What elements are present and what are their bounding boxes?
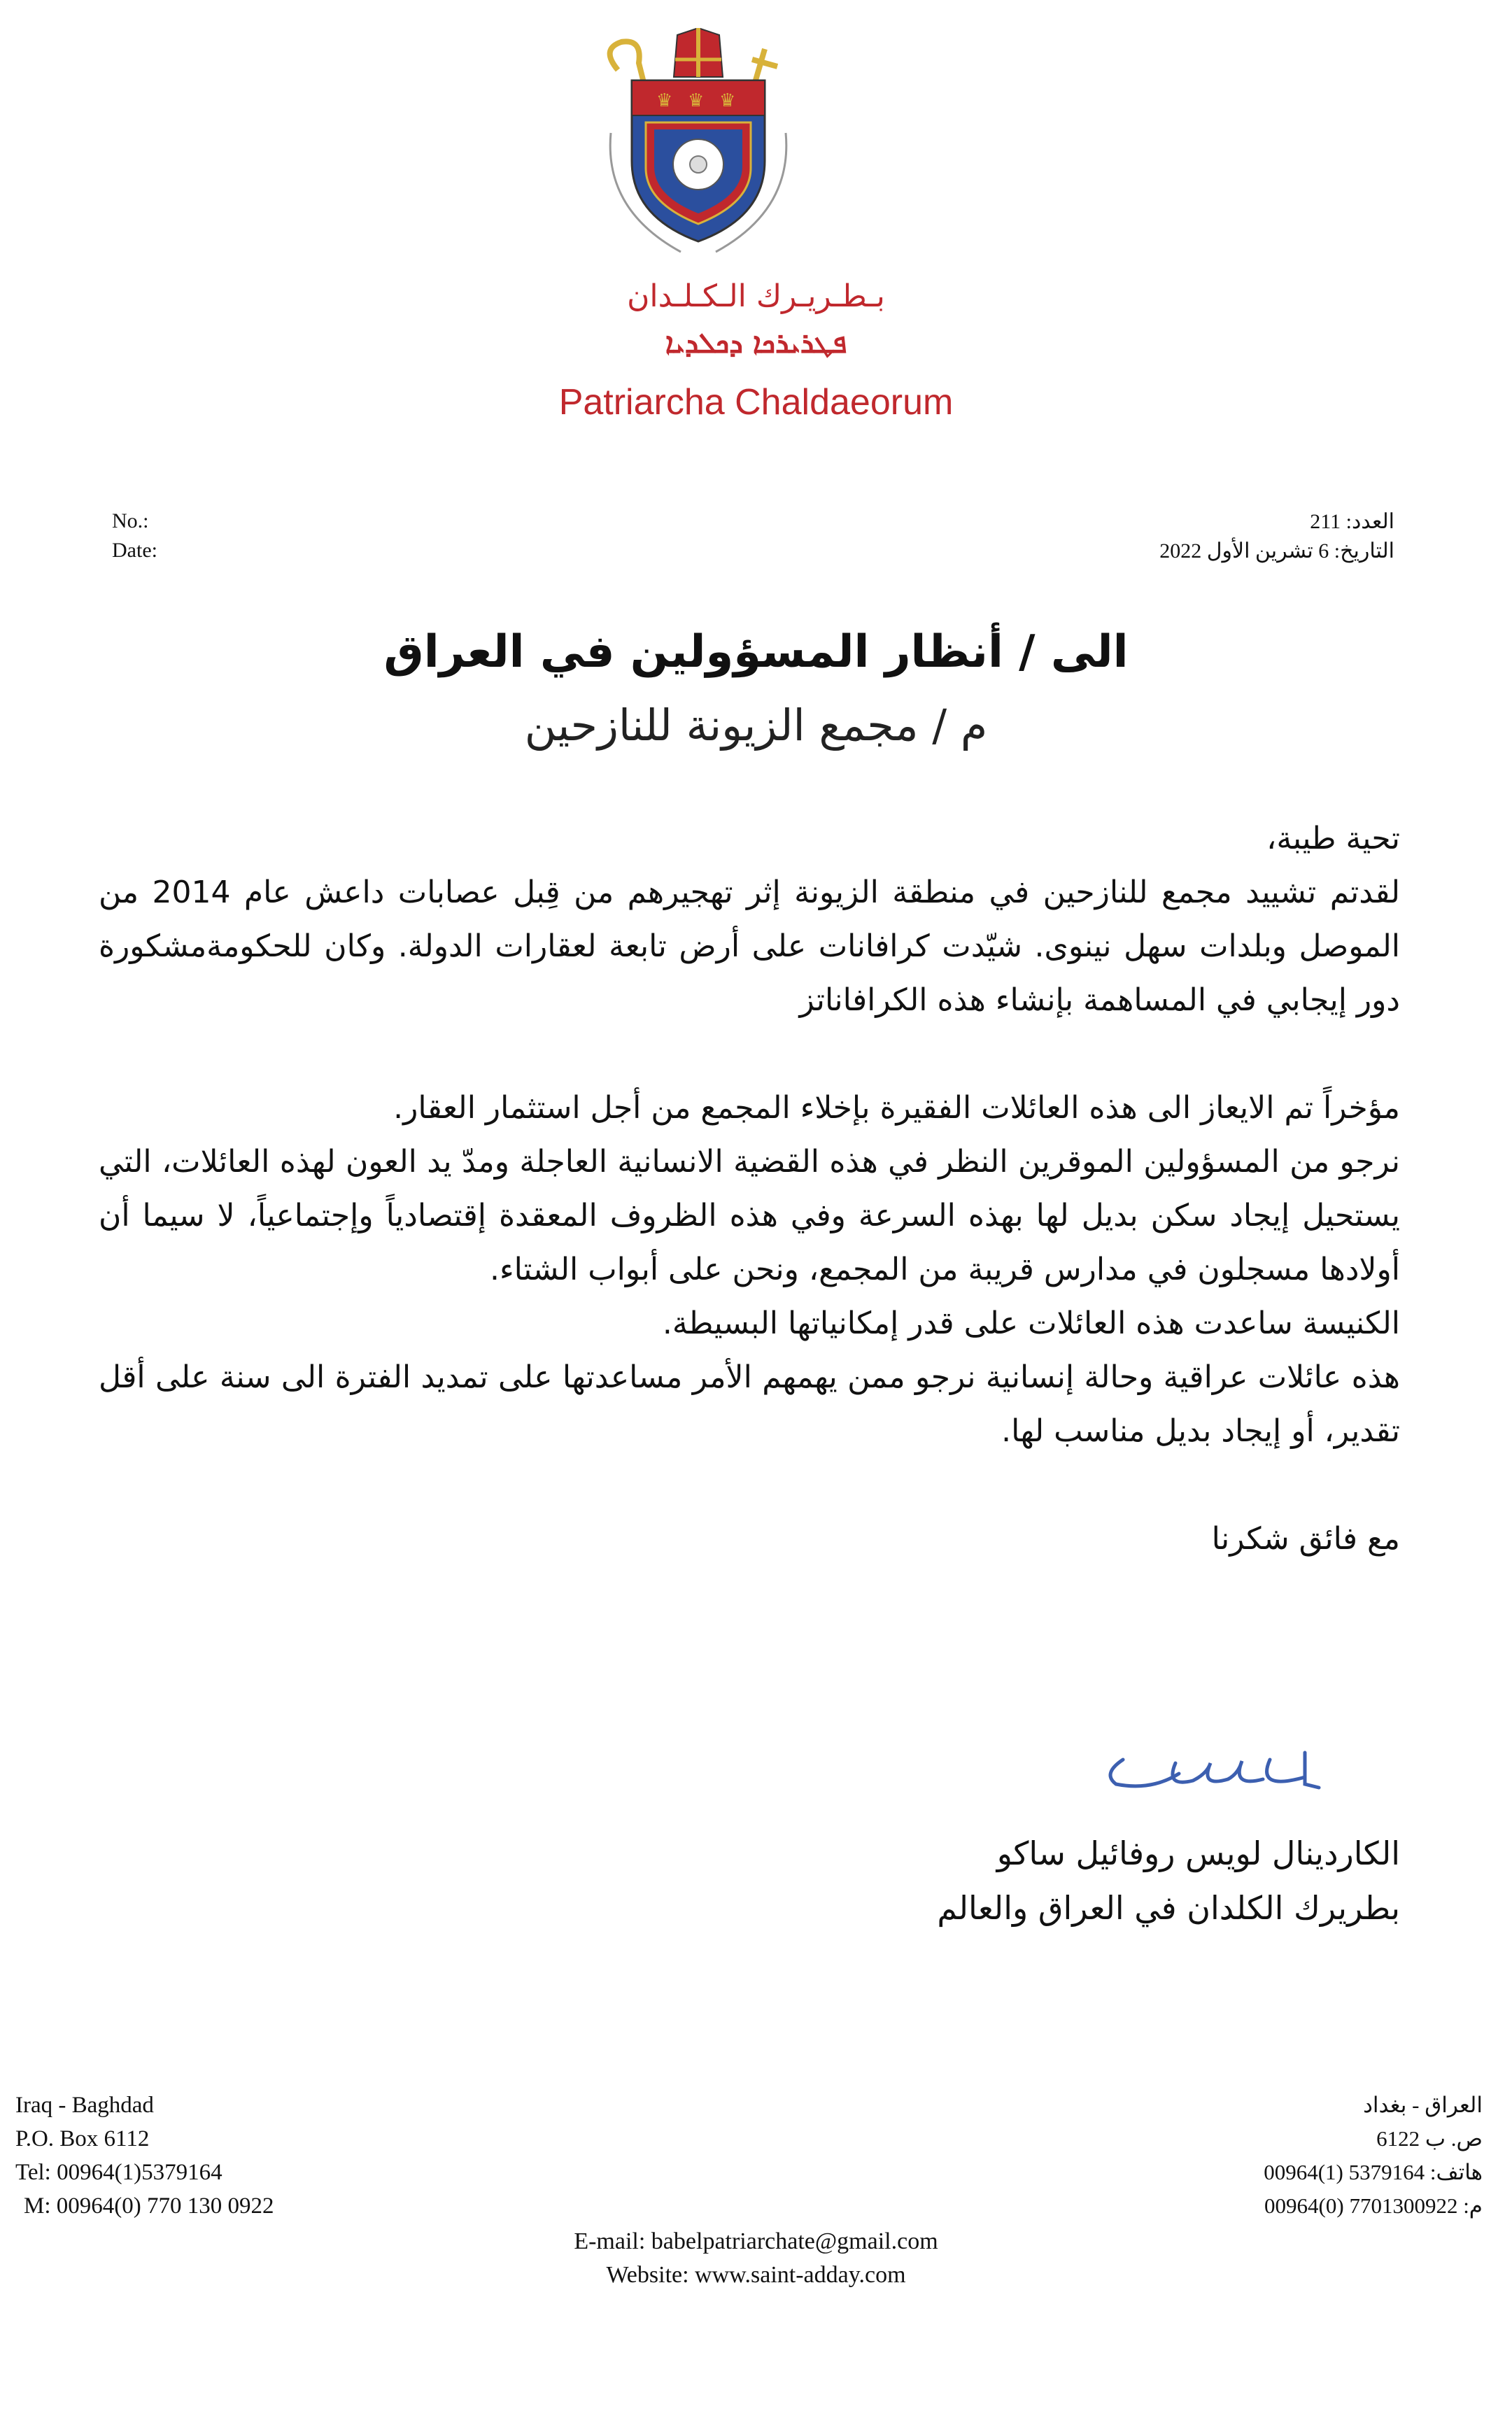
footer-arabic-contact [1264, 2088, 1483, 2223]
footer-ar-tel: هاتف: 5379164 (1)00964 [1264, 2160, 1483, 2184]
paragraph-2: مؤخراً تم الايعاز الى هذه العائلات الفقيرة بإخلاء المجمع من أجل استثمار العقار. [393, 1090, 1400, 1126]
signatory-title: بطريرك الكلدان في العراق والعالم [937, 1889, 1400, 1927]
addressee-line-1: الى / أنظار المسؤولين في العراق [383, 626, 1129, 678]
footer-ar-mobile: م: 7701300922 (0)00964 [1264, 2193, 1483, 2218]
header-arabic-name: بـطـريـرك الـكـلـدان [627, 278, 885, 314]
date-value: 6 تشرين الأول 2022 [1159, 539, 1329, 563]
addressee-line-2: م / مجمع الزيونة للنازحين [524, 700, 988, 751]
patriarchal-crest-logo [590, 28, 807, 259]
footer-en-tel: Tel: 00964(1)5379164 [15, 2160, 222, 2185]
letter-body [99, 812, 1400, 1566]
signature-image [1095, 1725, 1326, 1809]
paragraph-3: نرجو من المسؤولين الموقرين النظر في هذه القضية الانسانية العاجلة ومدّ يد العون لهذه العائلات، التي يستحيل إيجاد سكن بديل لها بهذه السرعة وفي هذه الظروف المعقدة إقتصادياً وإجتماعياً، لا سيما أن أولادها مسجلون في مدارس قريبة من المجمع، ونحن على أبواب الشتاء. [99, 1144, 1400, 1287]
no-label: No.: [112, 509, 149, 532]
closing: مع فائق شكرنا [1211, 1521, 1400, 1557]
svg-text:♛: ♛ [688, 90, 705, 111]
header-syriac-name: ܦܛܪܝܪܟܐ ܕܟܠܕܝܐ [665, 327, 847, 360]
date-label: Date: [112, 539, 157, 562]
number-field [1310, 509, 1394, 534]
footer-email[interactable]: E-mail: babelpatriarchate@gmail.com [574, 2228, 938, 2254]
footer-online-contact [0, 2225, 1512, 2292]
date-ar-label: التاريخ: [1334, 539, 1394, 563]
footer-en-mobile: M: 00964(0) 770 130 0922 [24, 2193, 274, 2219]
footer-ar-pobox: ص. ب 6122 [1376, 2126, 1483, 2151]
footer-ar-city: العراق - بغداد [1363, 2093, 1483, 2117]
greeting: تحية طيبة، [1266, 821, 1400, 856]
signatory-block [937, 1826, 1400, 1935]
footer-en-pobox: P.O. Box 6112 [15, 2126, 150, 2151]
footer-en-city: Iraq - Baghdad [15, 2093, 154, 2118]
paragraph-4: الكنيسة ساعدت هذه العائلات على قدر إمكانياتها البسيطة. [662, 1306, 1400, 1341]
footer-english-contact [15, 2088, 274, 2223]
svg-text:♛: ♛ [656, 90, 673, 111]
signatory-name: الكاردينال لويس روفائيل ساكو [996, 1834, 1400, 1872]
svg-text:♛: ♛ [719, 90, 736, 111]
number-value: 211 [1310, 510, 1341, 533]
number-ar-label: العدد: [1345, 510, 1394, 533]
footer-website[interactable]: Website: www.saint-adday.com [606, 2262, 906, 2288]
header-latin-name: Patriarcha Chaldaeorum [558, 382, 954, 423]
paragraph-5: هذه عائلات عراقية وحالة إنسانية نرجو ممن يهمهم الأمر مساعدتها على تمديد الفترة الى سنة على أقل تقدير، أو إيجاد بديل مناسب لها. [99, 1359, 1400, 1449]
paragraph-1: لقدتم تشييد مجمع للنازحين في منطقة الزيونة إثر تهجيرهم من قِبل عصابات داعش عام 2014 من الموصل وبلدات سهل نينوى. شيّدت كرافانات على أرض تابعة لعقارات الدولة. وكان للحكومةمشكورة دور إيجابي في المساهمة بإنشاء هذه الكرافاناتز [99, 875, 1400, 1018]
date-field [1159, 539, 1394, 563]
